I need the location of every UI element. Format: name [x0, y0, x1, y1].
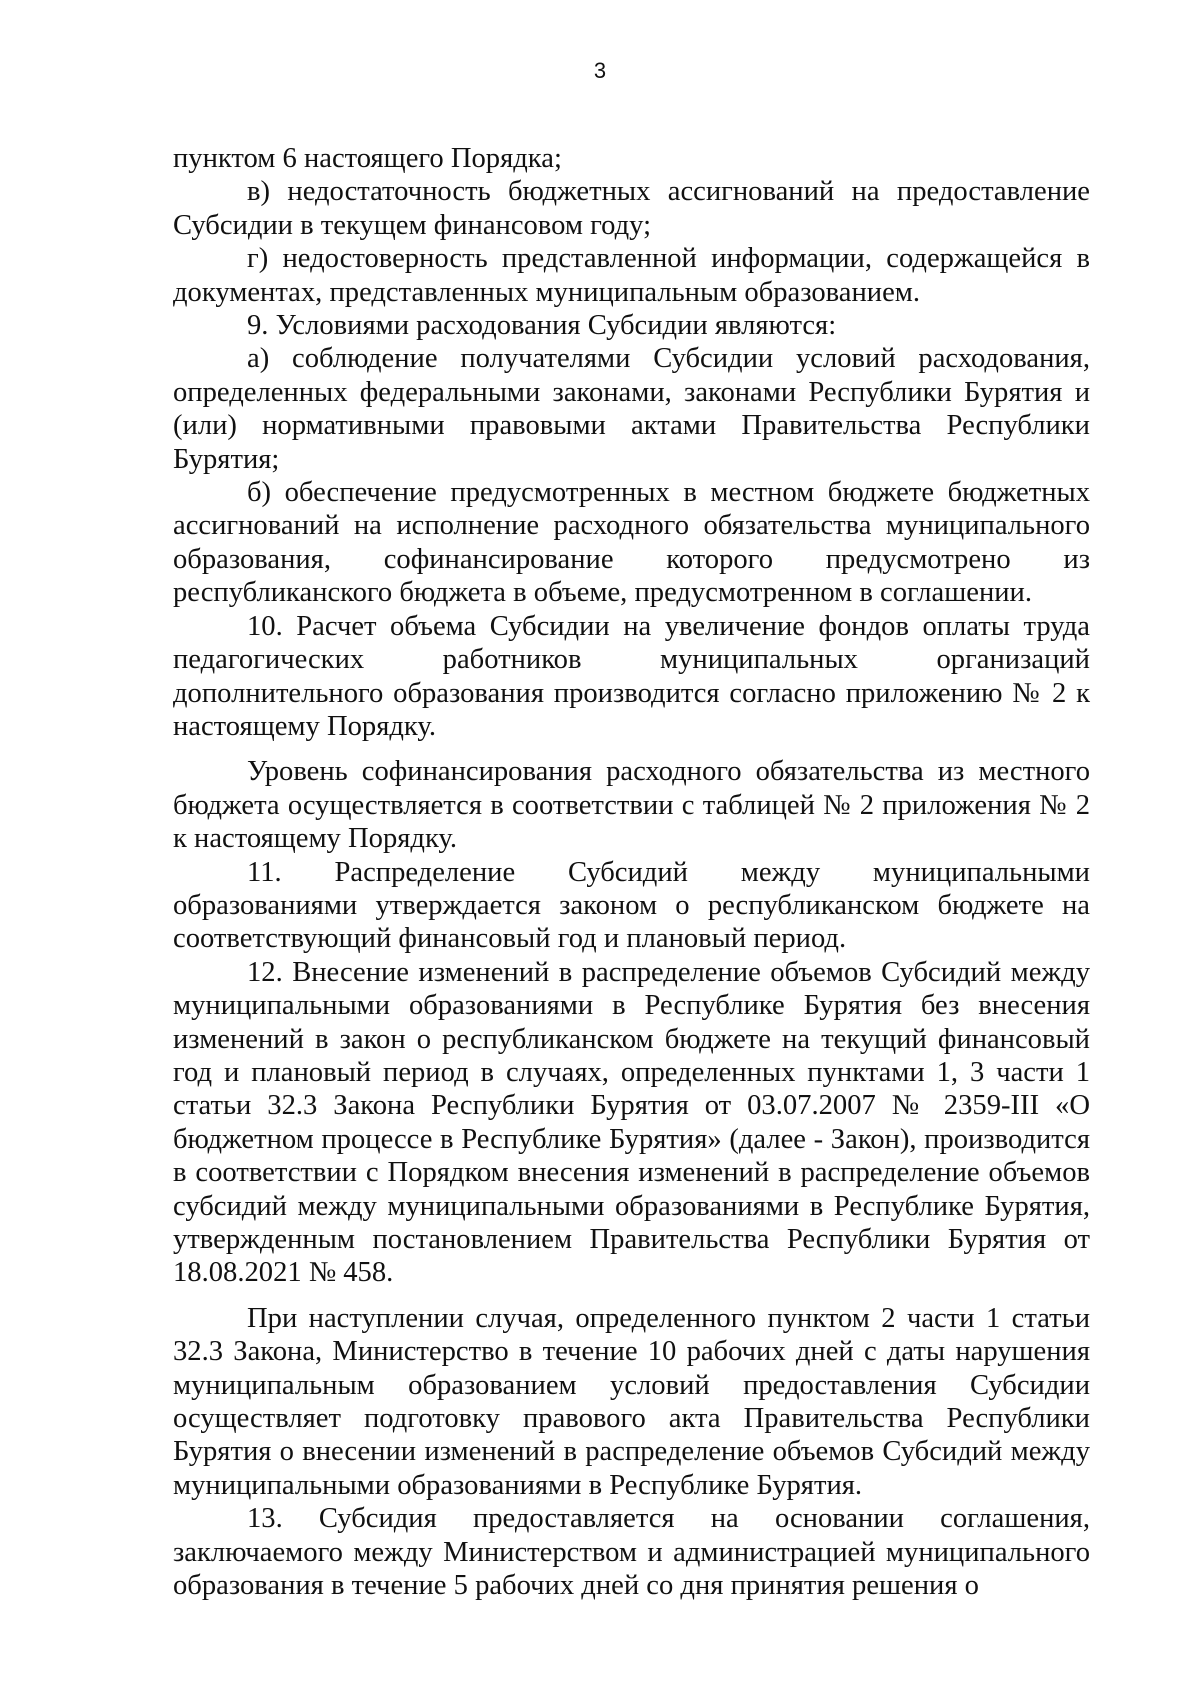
- page-number: 3: [593, 58, 607, 83]
- document-body: [173, 142, 1090, 1602]
- paragraph-item-g: г) недостоверность представленной информации, содержащейся в документах, представленных муниципальным образованием.: [173, 243, 1090, 308]
- paragraph-cofinancing-level: Уровень софинансирования расходного обязательства из местного бюджета осуществляется в соответствии с таблицей № 2 приложения № 2 к настоящему Порядку.: [173, 756, 1090, 855]
- paragraph-clause-12: 12. Внесение изменений в распределение объемов Субсидий между муниципальными образованиями в Республике Бурятия без внесения изменений в закон о республиканском бюджете на текущий финансовый год и плановый период в случаях, определенных пунктами 1, 3 части 1 статьи 32.3 Закона Республики Бурятия от 03.07.2007 № 2359-III «О бюджетном процессе в Республике Бурятия» (далее - Закон), производится в соответствии с Порядком внесения изменений в распределение объемов субсидий между муниципальными образованиями в Республике Бурятия, утвержденным постановлением Правительства Республики Бурятия от 18.08.2021 № 458.: [173, 956, 1090, 1289]
- paragraph-clause-10: 10. Расчет объема Субсидии на увеличение фондов оплаты труда педагогических работников муниципальных организаций дополнительного образования производится согласно приложению № 2 к настоящему Порядку.: [173, 610, 1090, 742]
- paragraph-clause-9-a: а) соблюдение получателями Субсидии условий расходования, определенных федеральными законами, законами Республики Бурятия и (или) нормативными правовыми актами Правительства Республики Бурятия;: [173, 343, 1090, 475]
- paragraph-item-v: в) недостаточность бюджетных ассигнований на предоставление Субсидии в текущем финансовом году;: [173, 176, 1090, 241]
- paragraph-clause-9: 9. Условиями расходования Субсидии являются:: [247, 310, 837, 342]
- paragraph-clause-12-case: При наступлении случая, определенного пунктом 2 части 1 статьи 32.3 Закона, Министерство в течение 10 рабочих дней с даты нарушения муниципальным образованием условий предоставления Субсидии осуществляет подготовку правового акта Правительства Республики Бурятия о внесении изменений в распределение объемов Субсидий между муниципальными образованиями в Республике Бурятия.: [173, 1302, 1090, 1501]
- paragraph-clause-9-b: б) обеспечение предусмотренных в местном бюджете бюджетных ассигнований на исполнение расходного обязательства муниципального образования, софинансирование которого предусмотрено из республиканского бюджета в объеме, предусмотренном в соглашении.: [173, 477, 1090, 609]
- paragraph-continuation: пунктом 6 настоящего Порядка;: [173, 143, 562, 174]
- paragraph-clause-13: 13. Субсидия предоставляется на основании соглашения, заключаемого между Министерством и администрацией муниципального образования в течение 5 рабочих дней со дня принятия решения о: [173, 1503, 1090, 1602]
- paragraph-clause-11: 11. Распределение Субсидий между муниципальными образованиями утверждается законом о республиканском бюджете на соответствующий финансовый год и плановый период.: [173, 856, 1090, 955]
